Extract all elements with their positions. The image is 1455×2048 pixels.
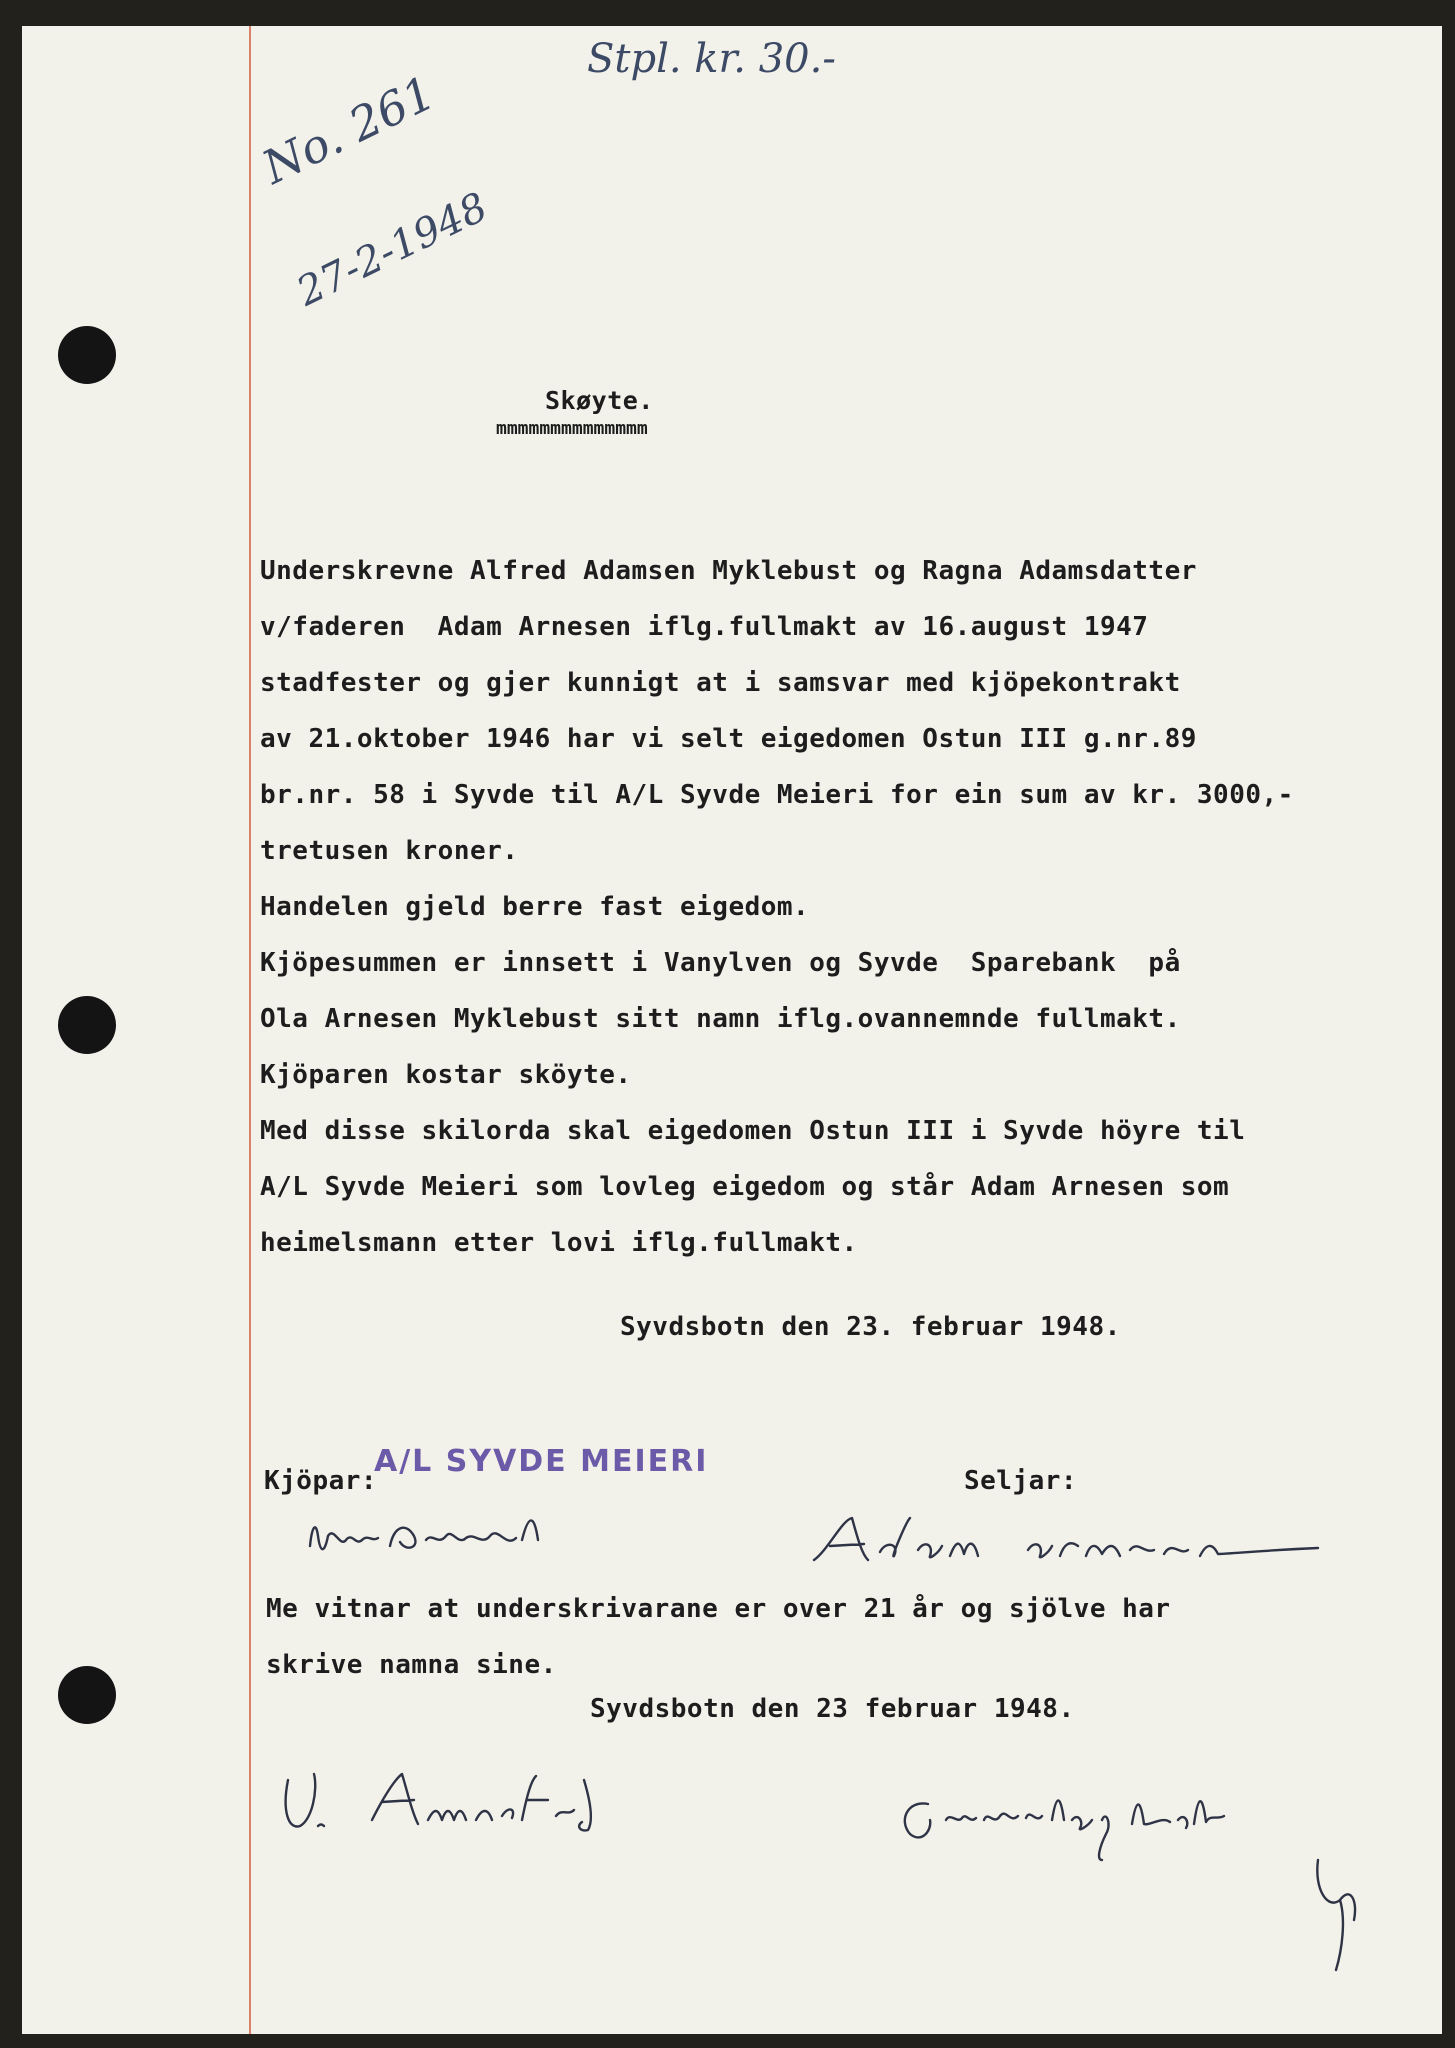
buyer-label: Kjöpar:: [264, 1466, 378, 1496]
fee-note: Stpl. kr. 30.-: [587, 36, 836, 82]
punch-hole-bottom: [58, 1666, 116, 1724]
body-line: Kjöparen kostar sköyte.: [260, 1060, 632, 1090]
title-underline: mmmmmmmmmmmmmm: [496, 418, 648, 439]
witness-line: skrive namna sine.: [266, 1650, 557, 1680]
entry-number: No. 261: [254, 65, 444, 195]
body-line: Ola Arnesen Myklebust sitt namn iflg.ovannemnde fullmakt.: [260, 1004, 1181, 1034]
body-line: Kjöpesummen er innsett i Vanylven og Syvde Sparebank på: [260, 948, 1181, 978]
buyer-stamp: A/L SYVDE MEIERI: [374, 1444, 709, 1479]
buyer-signature: [302, 1506, 702, 1576]
place-date-2: Syvdsbotn den 23 februar 1948.: [590, 1694, 1075, 1724]
body-line: av 21.oktober 1946 har vi selt eigedomen Ostun III g.nr.89: [260, 724, 1197, 754]
punch-hole-middle: [58, 996, 116, 1054]
witness-signature-2: [888, 1790, 1408, 1990]
document-title: Skøyte.: [545, 386, 654, 415]
body-line: v/faderen Adam Arnesen iflg.fullmakt av 16.august 1947: [260, 612, 1149, 642]
body-line: Med disse skilorda skal eigedomen Ostun III i Syvde höyre til: [260, 1116, 1246, 1146]
document-page: [22, 26, 1442, 2034]
body-line: Handelen gjeld berre fast eigedom.: [260, 892, 810, 922]
seller-label: Seljar:: [964, 1466, 1078, 1496]
body-line: tretusen kroner.: [260, 836, 519, 866]
body-line: Underskrevne Alfred Adamsen Myklebust og Ragna Adamsdatter: [260, 556, 1197, 586]
witness-line: Me vitnar at underskrivarane er over 21 år og sjölve har: [266, 1594, 1171, 1624]
body-line: A/L Syvde Meieri som lovleg eigedom og står Adam Arnesen som: [260, 1172, 1230, 1202]
punch-hole-top: [58, 326, 116, 384]
body-line: stadfester og gjer kunnigt at i samsvar med kjöpekontrakt: [260, 668, 1181, 698]
body-line: heimelsmann etter lovi iflg.fullmakt.: [260, 1228, 858, 1258]
entry-date: 27-2-1948: [290, 184, 495, 316]
seller-signature: [808, 1510, 1328, 1580]
body-line: br.nr. 58 i Syvde til A/L Syvde Meieri for ein sum av kr. 3000,-: [260, 780, 1294, 810]
margin-line: [249, 26, 251, 2034]
place-date-1: Syvdsbotn den 23. februar 1948.: [620, 1312, 1121, 1342]
witness-signature-1: [278, 1760, 718, 1850]
